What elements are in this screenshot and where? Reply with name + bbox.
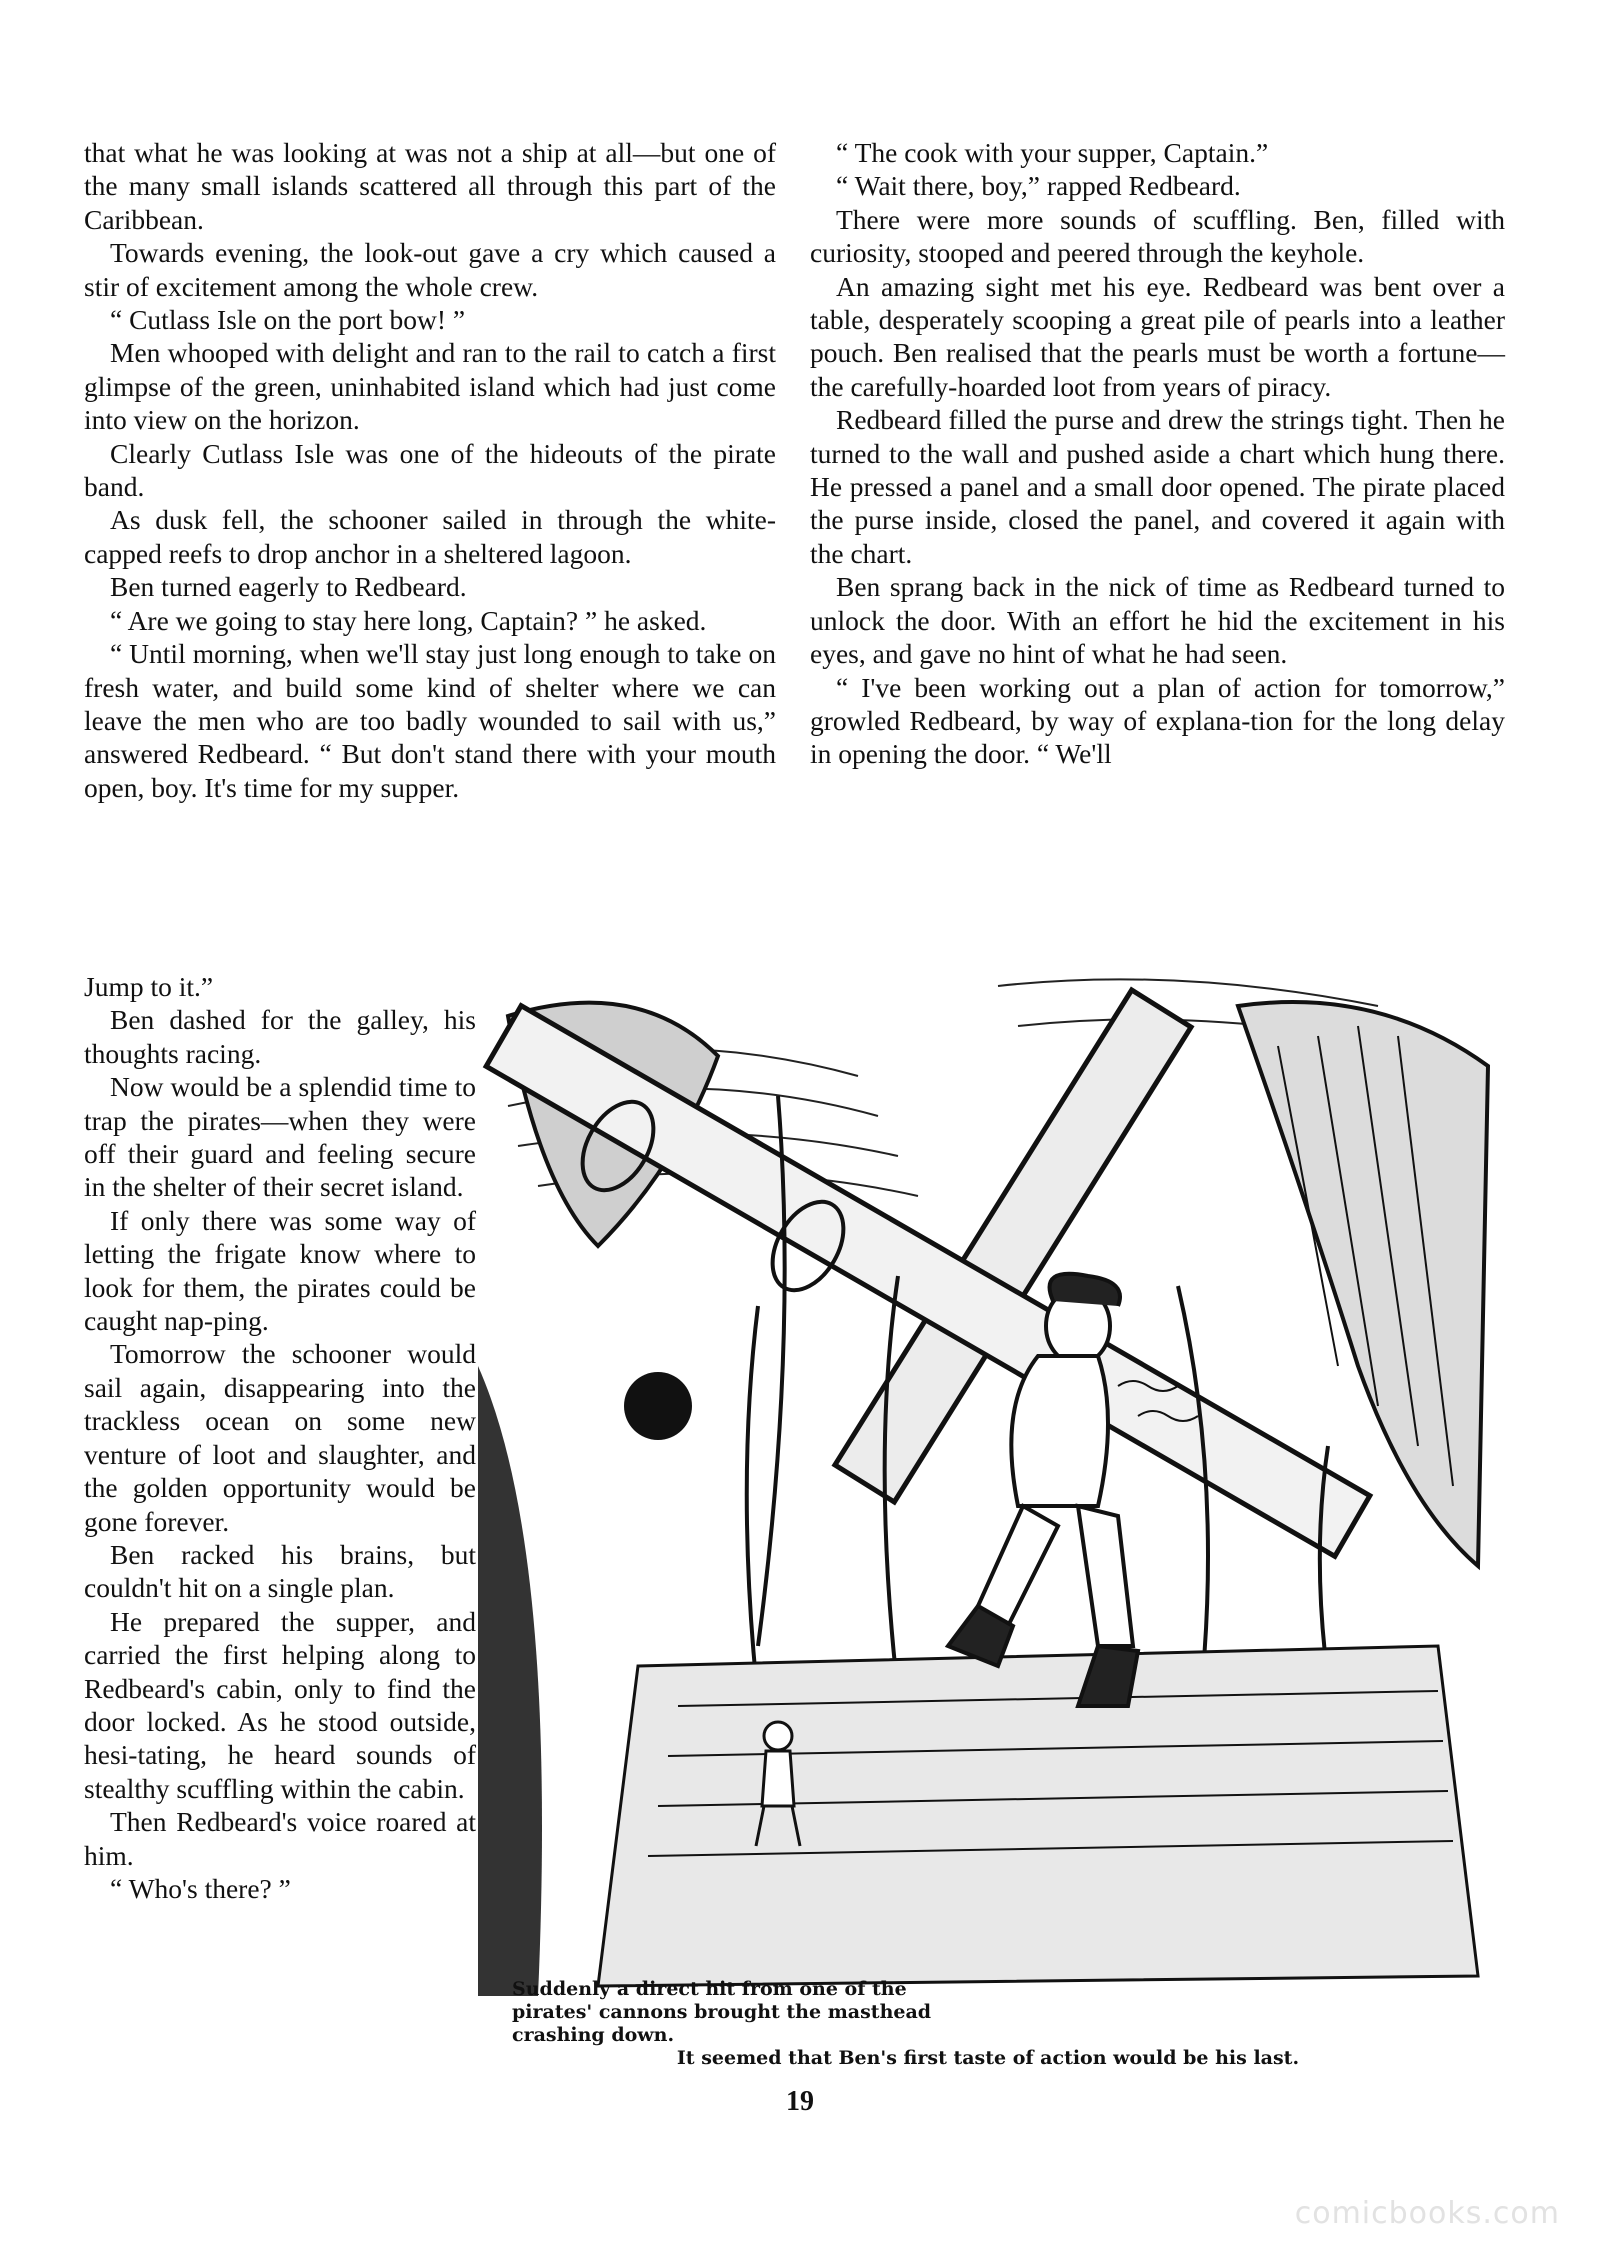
paragraph: Now would be a splendid time to trap the pirates—when they were off their guard and feeling secure in the shelter of their secret island. (84, 1071, 476, 1203)
paragraph: Ben dashed for the galley, his thoughts racing. (84, 1004, 476, 1069)
paragraph: that what he was looking at was not a ship at all—but one of the many small islands scattered all through this part of the Caribbean. (84, 137, 776, 235)
paragraph: “ Wait there, boy,” rapped Redbeard. (836, 170, 1241, 202)
paragraph: “ Cutlass Isle on the port bow! ” (110, 304, 466, 336)
watermark: comicbooks.com (1294, 2196, 1560, 2231)
paragraph: Ben sprang back in the nick of time as Redbeard turned to unlock the door. With an effort he hid the excitement in his eyes, and gave no hint of what he had seen. (810, 571, 1505, 670)
paragraph: Redbeard filled the purse and drew the strings tight. Then he turned to the wall and pushed aside a chart which hung there. He pressed a panel and a small door opened. The pirate placed the purse inside, closed the panel, and covered it again with the chart. (810, 404, 1505, 569)
paragraph: An amazing sight met his eye. Redbeard was bent over a table, desperately scooping a great pile of pearls into a leather pouch. Ben realised that the pearls must be worth a fortune—the carefully-hoarded loot from years of piracy. (810, 270, 1505, 402)
left-column-top (84, 136, 776, 804)
paragraph: Towards evening, the look-out gave a cry which caused a stir of excitement among the whole crew. (84, 237, 776, 302)
paragraph: He prepared the supper, and carried the first helping along to Redbeard's cabin, only to find the door locked. As he stood outside, hesi-tating, he heard sounds of stealthy scuffling within the cabin. (84, 1605, 476, 1804)
caption-line-2: It seemed that Ben's first taste of action would be his last. (676, 2047, 1300, 2069)
paragraph: If only there was some way of letting the frigate know where to look for them, the pirates could be caught nap-ping. (84, 1204, 476, 1337)
paragraph: “ Are we going to stay here long, Captain? ” he asked. (110, 604, 707, 636)
paragraph: Tomorrow the schooner would sail again, disappearing into the trackless ocean on some new venture of loot and slaughter, and the golden opportunity would be gone forever. (84, 1338, 476, 1537)
masthead-crash-illustration (478, 946, 1508, 1996)
paragraph: “ The cook with your supper, Captain.” (836, 137, 1269, 168)
ship-deck (598, 1646, 1478, 1986)
paragraph: “ Who's there? ” (110, 1872, 291, 1904)
paragraph: Then Redbeard's voice roared at him. (84, 1806, 476, 1871)
paragraph: Jump to it.” (84, 971, 214, 1002)
paragraph: “ Until morning, when we'll stay just long enough to take on fresh water, and build some kind of shelter where we can leave the men who are too badly wounded to sail with us,” answered Redbeard. “ But don't stand there with your mouth open, boy. It's time for my supper. (84, 638, 776, 803)
right-column-top (810, 136, 1505, 771)
paragraph: “ I've been working out a plan of action for tomorrow,” growled Redbeard, by way of explana-tion for the long delay in opening the door. “ We'll (810, 671, 1505, 770)
caption-line-1: Suddenly a direct hit from one of the pirates' cannons brought the masthead crashing down. (512, 1978, 932, 2046)
paragraph: Clearly Cutlass Isle was one of the hideouts of the pirate band. (84, 437, 776, 503)
paragraph: As dusk fell, the schooner sailed in through the white-capped reefs to drop anchor in a sheltered lagoon. (84, 504, 776, 569)
paragraph: Ben racked his brains, but couldn't hit on a single plan. (84, 1538, 476, 1604)
yard-arm (486, 1006, 1370, 1557)
hull-shadow (478, 1366, 542, 1996)
illustration-caption (508, 1978, 1468, 2070)
page-number: 19 (786, 2086, 814, 2117)
left-column-narrow (84, 970, 476, 1905)
paragraph: Men whooped with delight and ran to the rail to catch a first glimpse of the green, uninhabited island which had just come into view on the horizon. (84, 337, 776, 436)
cannon-ball (624, 1372, 692, 1440)
paragraph: Ben turned eagerly to Redbeard. (110, 571, 467, 603)
paragraph: There were more sounds of scuffling. Ben, filled with curiosity, stooped and peered through the keyhole. (810, 203, 1505, 269)
